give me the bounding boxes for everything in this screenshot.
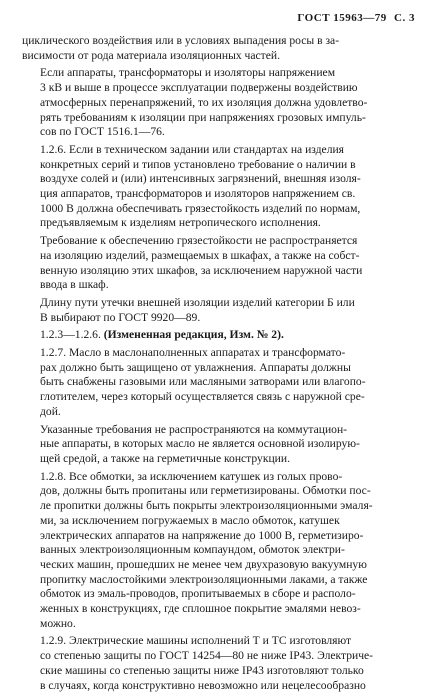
text-line — [22, 679, 409, 694]
page-number: С. 3 — [394, 12, 415, 24]
paragraph — [22, 143, 409, 231]
line-text: сов по ГОСТ 1516.1—76. — [40, 125, 165, 139]
text-line — [22, 81, 409, 96]
line-text: в случаях, когда конструктивно невозможно или нецелесообразно — [40, 678, 366, 692]
paragraph — [22, 423, 409, 467]
line-text: глотителем, через который осуществляется связь с наружной сре- — [40, 390, 365, 404]
line-text: ввода в шкаф. — [40, 278, 109, 292]
amendment-note: (Измененная редакция, Изм. № 2). — [103, 328, 284, 342]
text-line — [22, 311, 409, 326]
line-text: висимости от рода материала изоляционных частей. — [22, 48, 280, 62]
text-line — [22, 499, 409, 514]
paragraph — [22, 34, 409, 63]
text-line — [22, 558, 409, 573]
text-line — [22, 423, 409, 438]
line-text: можно. — [40, 616, 76, 630]
line-text: 1.2.7. Масло в маслонаполненных аппаратах и трансформато- — [40, 346, 346, 360]
paragraph — [22, 470, 409, 632]
line-text: ные аппараты, в которых масло не является основной изолирую- — [40, 437, 360, 451]
text-line — [22, 96, 409, 111]
text-line — [22, 296, 409, 311]
text-line — [22, 617, 409, 632]
line-text: атмосферных перенапряжений, то их изоляция должна удовлетво- — [40, 95, 368, 109]
text-line — [22, 514, 409, 529]
text-line — [22, 34, 409, 49]
line-text: обмоток из эмаль-проводов, пропитываемых в сборе и располо- — [40, 587, 356, 601]
line-text: на изоляцию изделий, размещаемых в шкафах, а также на собст- — [40, 248, 360, 262]
text-line — [22, 602, 409, 617]
line-text: циклического воздействия или в условиях выпадения росы в за- — [22, 34, 340, 47]
line-text: Указанные требования не распространяются на коммутацион- — [40, 422, 348, 436]
page-header — [293, 12, 415, 24]
line-text: Длину пути утечки внешней изоляции изделий категории Б или — [40, 295, 355, 309]
text-line — [22, 543, 409, 558]
line-text: дов, должны быть пропитаны или герметизированы. Обмотки пос- — [40, 484, 371, 498]
text-line — [22, 664, 409, 679]
line-text: 1.2.9. Электрические машины исполнений Т и ТС изготовляют — [40, 634, 352, 648]
line-text: ческих машин, прошедших не менее чем двухразовую вакуумную — [40, 557, 367, 571]
text-line — [22, 202, 409, 217]
text-line — [22, 143, 409, 158]
text-line — [22, 390, 409, 405]
text-line — [22, 249, 409, 264]
line-text: воздухе солей и (или) интенсивных загрязнений, внешняя изоля- — [40, 172, 361, 186]
line-text: дой. — [40, 404, 61, 418]
line-text: венную изоляцию этих шкафов, за исключением наружной части — [40, 263, 363, 277]
paragraph — [22, 296, 409, 325]
section-ref: 1.2.3—1.2.6. — [40, 328, 104, 342]
line-text: 1.2.6. Если в техническом задании или стандартах на изделия — [40, 142, 345, 156]
line-text: 1000 В должна обеспечивать грязестойкость изделий по нормам, — [40, 201, 361, 215]
line-text: В выбирают по ГОСТ 9920—89. — [40, 310, 201, 324]
text-line — [22, 216, 409, 231]
line-text: 1.2.8. Все обмотки, за исключением катушек из голых прово- — [40, 469, 343, 483]
text-line — [22, 234, 409, 249]
text-line — [22, 484, 409, 499]
line-text: 3 кВ и выше в процессе эксплуатации подвержены воздействию — [40, 81, 358, 95]
line-text: Если аппараты, трансформаторы и изоляторы напряжением — [40, 66, 336, 80]
document-body — [22, 34, 409, 696]
line-text: электрических аппаратов на напряжение до 1000 В, герметизиро- — [40, 528, 364, 542]
text-line — [22, 172, 409, 187]
text-line — [22, 278, 409, 293]
text-line — [22, 66, 409, 81]
standard-number: ГОСТ 15963—79 — [297, 12, 387, 24]
text-line — [22, 125, 409, 140]
paragraph — [22, 234, 409, 293]
line-text: женных в конструкциях, где сплошное покрытие эмалями невоз- — [40, 602, 361, 616]
line-text: рять требованиям к изоляции при напряжениях грозовых импуль- — [40, 110, 366, 124]
text-line — [22, 375, 409, 390]
text-line — [22, 187, 409, 202]
line-text: ле пропитки должны быть покрыты электроизоляционными эмаля- — [40, 499, 373, 513]
line-text: рах должно быть защищено от увлажнения. Аппараты должны — [40, 360, 351, 374]
text-line — [22, 346, 409, 361]
text-line — [22, 405, 409, 420]
text-line — [22, 264, 409, 279]
text-line — [22, 49, 409, 64]
text-line — [22, 587, 409, 602]
line-text: ванных электроизоляционным компаундом, обмоток электри- — [40, 543, 345, 557]
paragraph — [22, 328, 409, 343]
text-line — [22, 529, 409, 544]
text-line — [22, 361, 409, 376]
paragraph — [22, 634, 409, 693]
line-text: щей средой, а также на герметичные конструкции. — [40, 451, 290, 465]
line-text: предъявляемым к изделиям нетропического исполнения. — [40, 216, 321, 230]
line-text: ция аппаратов, трансформаторов и изоляторов напряжением св. — [40, 187, 356, 201]
text-line — [22, 437, 409, 452]
paragraph — [22, 346, 409, 420]
text-line — [22, 158, 409, 173]
line-text: Требование к обеспечению грязестойкости не распространяется — [40, 234, 358, 248]
text-line — [22, 452, 409, 467]
text-line — [22, 573, 409, 588]
text-line — [22, 111, 409, 126]
line-text: со степенью защиты по ГОСТ 14254—80 не ниже IP43. Электриче- — [40, 649, 374, 663]
paragraph — [22, 66, 409, 140]
line-text: пропитку маслостойкими электроизоляционными лаками, а также — [40, 572, 368, 586]
text-line — [22, 328, 409, 343]
text-line — [22, 470, 409, 485]
line-text: ские машины со степенью защиты ниже IP43 изготовляют только — [40, 663, 364, 677]
text-line — [22, 649, 409, 664]
line-text: конкретных серий и типов установлено требование о наличии в — [40, 157, 356, 171]
line-text: ми, за исключением погружаемых в масло обмоток, катушек — [40, 513, 340, 527]
line-text: быть снабжены газовыми или масляными затворами или влагопо- — [40, 375, 366, 389]
